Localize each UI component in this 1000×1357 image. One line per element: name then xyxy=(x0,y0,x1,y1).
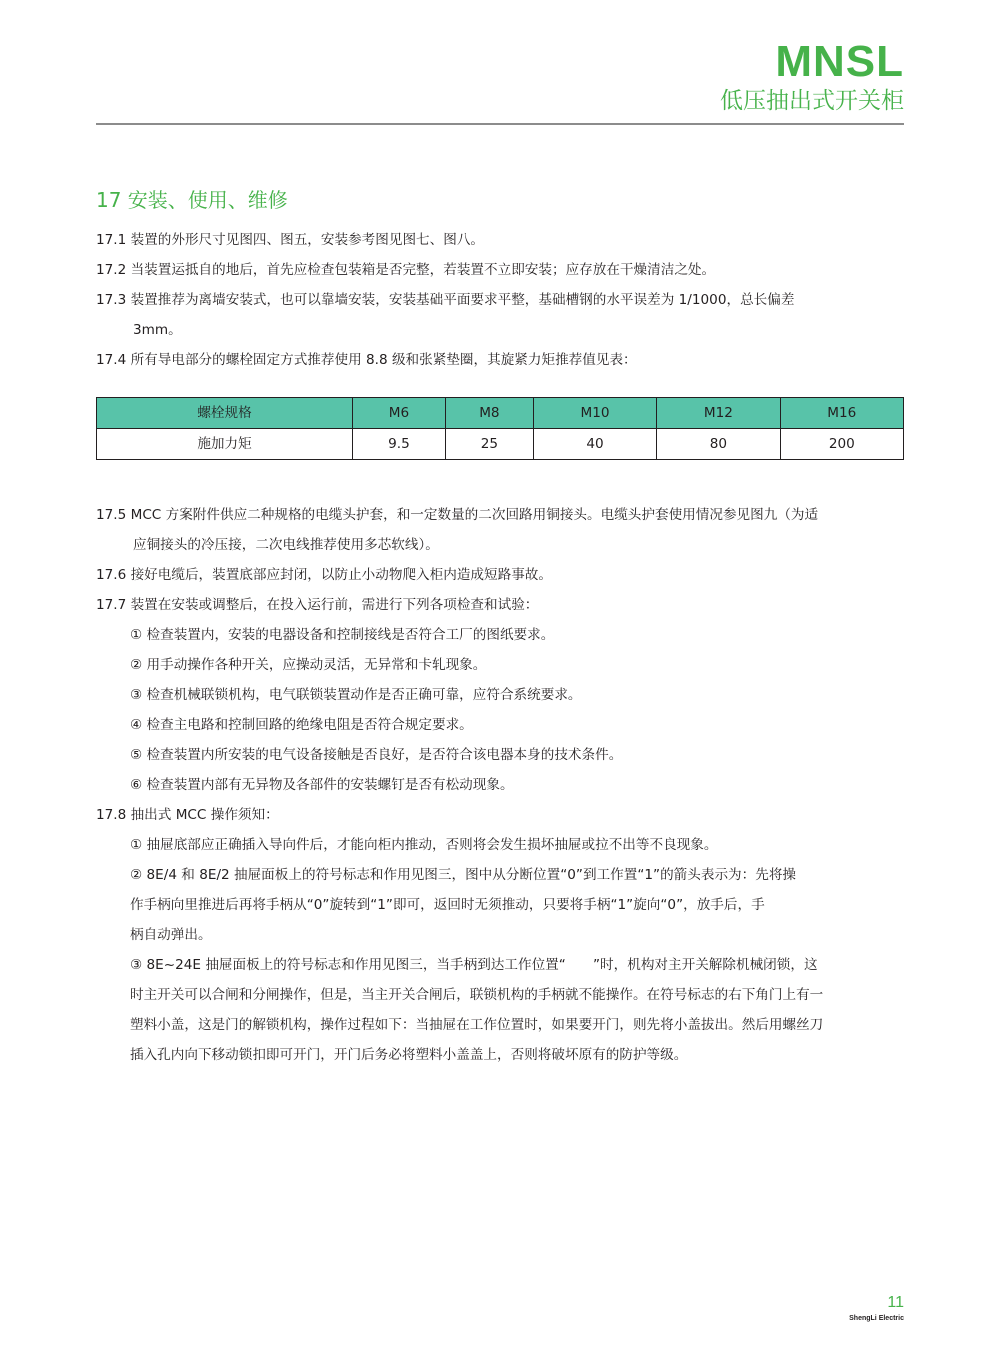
paragraph-17-7: 17.7 装置在安装或调整后，在投入运行前，需进行下列各项检查和试验： xyxy=(96,597,539,613)
operation-item-3-line-1: ③ 8E~24E 抽屉面板上的符号标志和作用见图三，当手柄到达工作位置“ ”时，机构对主开关解除机械闭锁，这 xyxy=(130,957,818,973)
header-divider xyxy=(96,123,904,125)
operation-item-1: ① 抽屉底部应正确插入导向件后，才能向柜内推动，否则将会发生损坏抽屉或拉不出等不良现象。 xyxy=(130,837,718,853)
table-row xyxy=(97,429,904,460)
header-subtitle: 低压抽出式开关柜 xyxy=(720,88,904,114)
table-cell: 施加力矩 xyxy=(97,429,353,460)
check-item: ① 检查装置内，安装的电器设备和控制接线是否符合工厂的图纸要求。 xyxy=(130,627,555,643)
table-cell: 25 xyxy=(445,429,533,460)
table-header-cell: 螺栓规格 xyxy=(97,398,353,429)
table-cell: 9.5 xyxy=(353,429,446,460)
torque-table xyxy=(96,397,904,460)
paragraph-17-3-line-2: 3mm。 xyxy=(133,322,182,338)
section-title: 17 安装、使用、维修 xyxy=(96,188,288,212)
check-item: ② 用手动操作各种开关，应操动灵活，无异常和卡轧现象。 xyxy=(130,657,487,673)
paragraph-17-5-line-1: 17.5 MCC 方案附件供应二种规格的电缆头护套，和一定数量的二次回路用铜接头。电缆头护套使用情况参见图九（为适 xyxy=(96,507,819,523)
operation-item-3-line-3: 塑料小盖，这是门的解锁机构，操作过程如下：当抽屉在工作位置时，如果要开门，则先将小盖拔出。然后用螺丝刀 xyxy=(130,1017,824,1033)
operation-item-2-line-3: 柄自动弹出。 xyxy=(130,927,212,943)
paragraph-17-3-line-1: 17.3 装置推荐为离墙安装式，也可以靠墙安装，安装基础平面要求平整，基础槽钢的水平误差为 1/1000，总长偏差 xyxy=(96,292,795,308)
table-header-cell: M6 xyxy=(353,398,446,429)
table-cell: 200 xyxy=(780,429,903,460)
check-item: ⑤ 检查装置内所安装的电气设备接触是否良好，是否符合该电器本身的技术条件。 xyxy=(130,747,623,763)
section-body xyxy=(96,225,904,1070)
check-item: ④ 检查主电路和控制回路的绝缘电阻是否符合规定要求。 xyxy=(130,717,473,733)
table-header-cell: M10 xyxy=(533,398,656,429)
table-header-cell: M8 xyxy=(445,398,533,429)
table-cell: 80 xyxy=(657,429,780,460)
operation-item-3 xyxy=(96,950,904,1070)
table-header-row xyxy=(97,398,904,429)
check-item: ③ 检查机械联锁机构，电气联锁装置动作是否正确可靠，应符合系统要求。 xyxy=(130,687,582,703)
paragraph-17-1: 17.1 装置的外形尺寸见图四、图五，安装参考图见图七、图八。 xyxy=(96,232,485,248)
operation-item-3-line-4: 插入孔内向下移动锁扣即可开门，开门后务必将塑料小盖盖上，否则将破坏原有的防护等级。 xyxy=(130,1047,688,1063)
page-number: 11 xyxy=(887,1294,904,1311)
paragraph-17-6: 17.6 接好电缆后，装置底部应封闭，以防止小动物爬入柜内造成短路事故。 xyxy=(96,567,552,583)
check-item: ⑥ 检查装置内部有无异物及各部件的安装螺钉是否有松动现象。 xyxy=(130,777,514,793)
paragraph-17-4: 17.4 所有导电部分的螺栓固定方式推荐使用 8.8 级和张紧垫圈，其旋紧力矩推荐值见表： xyxy=(96,352,637,368)
footer-brand: ShengLi Electric xyxy=(849,1315,904,1322)
paragraph-17-3 xyxy=(96,285,904,345)
table-header-cell: M12 xyxy=(657,398,780,429)
operation-item-2 xyxy=(96,860,904,950)
paragraph-17-2: 17.2 当装置运抵自的地后，首先应检查包装箱是否完整，若装置不立即安装；应存放在干燥清洁之处。 xyxy=(96,262,716,278)
operation-item-3-line-2: 时主开关可以合闸和分闸操作，但是，当主开关合闸后，联锁机构的手柄就不能操作。在符号标志的右下角门上有一 xyxy=(130,987,824,1003)
paragraph-17-5-line-2: 应铜接头的冷压接，二次电线推荐使用多芯软线）。 xyxy=(133,537,439,553)
table-header-cell: M16 xyxy=(780,398,903,429)
operation-item-2-line-2: 作手柄向里推进后再将手柄从“0”旋转到“1”即可，返回时无须推动，只要将手柄“1”旋向“0”，放手后，手 xyxy=(130,897,765,913)
brand-logo: MNSL xyxy=(775,37,904,86)
table-cell: 40 xyxy=(533,429,656,460)
paragraph-17-5 xyxy=(96,500,904,560)
operation-item-2-line-1: ② 8E/4 和 8E/2 抽屉面板上的符号标志和作用见图三，图中从分断位置“0”到工作置“1”的箭头表示为：先将操 xyxy=(130,867,797,883)
paragraph-17-8: 17.8 抽出式 MCC 操作须知： xyxy=(96,807,279,823)
